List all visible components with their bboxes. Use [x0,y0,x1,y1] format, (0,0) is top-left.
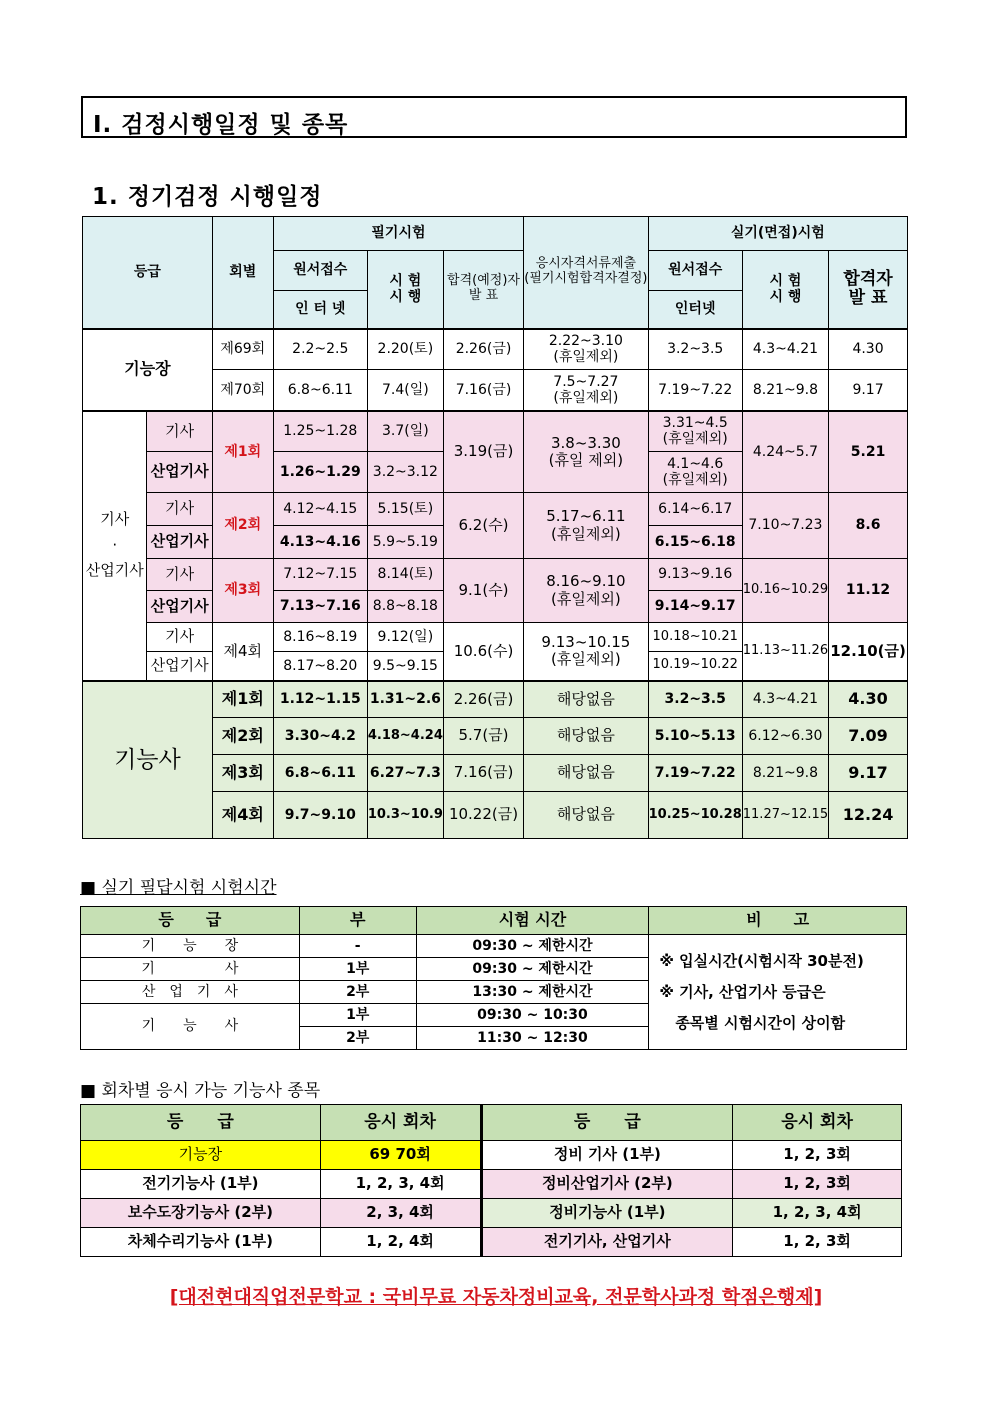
rounds-cell: 1, 2, 3회 [733,1141,902,1170]
header-p-pass: 합격자 발 표 [829,251,908,329]
notes-cell [649,935,907,1050]
header-grade: 등 급 [81,1105,321,1141]
p-apply-cell: 6.15~6.18 [648,526,742,559]
grade-cell: 전기기능사 (1부) [81,1170,321,1199]
docs-cell: 2.22~3.10 (휴일제외) [524,329,648,370]
p-pass-cell: 12.24 [829,792,908,839]
apply-cell: 3.30~4.2 [273,718,367,755]
apply-cell: 9.7~9.10 [273,792,367,839]
p-exam-cell: 7.10~7.23 [742,493,828,559]
grade-sanup: 산업기사 [147,452,212,493]
time-cell: 11:30 ~ 12:30 [416,1027,649,1050]
exam-cell: 9.12(일) [367,623,443,652]
exam-cell: 7.4(일) [367,370,443,411]
p-pass-cell: 11.12 [829,559,908,623]
note-line: ※ 기사, 산업기사 등급은 [659,982,826,1001]
time-cell: 09:30 ~ 제한시간 [416,935,649,958]
docs-cell: 9.13~10.15 (휴일제외) [524,623,648,681]
p-apply-cell: 9.13~9.16 [648,559,742,591]
exam-cell: 3.7(일) [367,411,443,452]
apply-cell: 1.25~1.28 [273,411,367,452]
grade-cell: 기 능 장 [81,935,300,958]
header-docs: 응시자격서류제출 (필기시험합격자결정) [524,217,648,329]
header-grade: 등급 [83,217,213,329]
pass-cell: 2.26(금) [443,681,523,718]
p-apply-cell: 10.19~10.22 [648,652,742,681]
header-p-apply: 원서접수 [648,251,742,291]
pass-cell: 9.1(수) [443,559,523,623]
grade-gisa: 기사 [147,411,212,452]
p-apply-cell: 10.18~10.21 [648,623,742,652]
header-part: 부 [299,907,416,935]
time-cell: 09:30 ~ 10:30 [416,1004,649,1027]
grade-cell: 산 업 기 사 [81,981,300,1004]
schedule-subtitle: 1. 정기검정 시행일정 [92,184,323,210]
apply-cell: 8.16~8.19 [273,623,367,652]
note-line: 종목별 시험시간이 상이함 [675,1013,846,1032]
round-1: 제1회 [212,411,273,493]
header-pass-pre: 합격(예정)자 발 표 [443,251,523,329]
p-pass-cell: 7.09 [829,718,908,755]
p-exam-cell: 11.13~11.26 [742,623,828,681]
p-exam-cell: 4.24~5.7 [742,411,828,493]
exam-cell: 10.3~10.9 [367,792,443,839]
p-pass-cell: 5.21 [829,411,908,493]
docs-cell: 해당없음 [524,792,648,839]
pass-cell: 10.22(금) [443,792,523,839]
apply-cell: 8.17~8.20 [273,652,367,681]
exam-cell: 1.31~2.6 [367,681,443,718]
header-rounds: 응시 회차 [320,1105,481,1141]
round-cell: 제69회 [212,329,273,370]
grade-cell: 기 사 [81,958,300,981]
pass-cell: 7.16(금) [443,755,523,792]
part-cell: 1부 [299,958,416,981]
grade-cell: 전기기사, 산업기사 [481,1228,733,1257]
round-cell: 제2회 [212,718,273,755]
p-pass-cell: 9.17 [829,370,908,411]
part-cell: 2부 [299,1027,416,1050]
p-apply-cell: 3.31~4.5 (휴일제외) [648,411,742,452]
p-apply-cell: 6.14~6.17 [648,493,742,526]
p-exam-cell: 4.3~4.21 [742,681,828,718]
part-cell: 2부 [299,981,416,1004]
header-grade: 등 급 [81,907,300,935]
p-pass-cell: 12.10(금) [829,623,908,681]
apply-cell: 2.2~2.5 [273,329,367,370]
note-line: ※ 입실시간(시험시작 30분전) [659,951,864,970]
docs-cell: 8.16~9.10 (휴일제외) [524,559,648,623]
p-exam-cell: 8.21~9.8 [742,370,828,411]
grade-cell: 기 능 사 [81,1004,300,1050]
round-cell: 제4회 [212,792,273,839]
exam-cell: 6.27~7.3 [367,755,443,792]
grade-sanup: 산업기사 [147,652,212,681]
p-exam-cell: 6.12~6.30 [742,718,828,755]
grade-gisa-sanup: 기사 · 산업기사 [83,411,147,681]
pass-cell: 10.6(수) [443,623,523,681]
exam-time-table [80,906,907,1050]
pass-cell: 6.2(수) [443,493,523,559]
docs-cell: 해당없음 [524,681,648,718]
part-cell: 1부 [299,1004,416,1027]
round-cell: 제70회 [212,370,273,411]
p-exam-cell: 10.16~10.29 [742,559,828,623]
grade-gisa: 기사 [147,493,212,526]
grade-gisa: 기사 [147,559,212,591]
pass-cell: 3.19(금) [443,411,523,493]
pass-cell: 5.7(금) [443,718,523,755]
apply-cell: 4.12~4.15 [273,493,367,526]
grade-cell: 보수도장기능사 (2부) [81,1199,321,1228]
exam-cell: 5.15(토) [367,493,443,526]
p-exam-cell: 8.21~9.8 [742,755,828,792]
docs-cell: 해당없음 [524,755,648,792]
rounds-cell: 69 70회 [320,1141,481,1170]
header-exam: 시 험 시 행 [367,251,443,329]
apply-cell: 4.13~4.16 [273,526,367,559]
exam-cell: 9.5~9.15 [367,652,443,681]
rounds-cell: 1, 2, 3회 [733,1228,902,1257]
round-3: 제3회 [212,559,273,623]
p-apply-cell: 9.14~9.17 [648,591,742,623]
section2-title: ■ 실기 필답시험 시험시간 [80,878,277,898]
p-exam-cell: 4.3~4.21 [742,329,828,370]
header-written: 필기시험 [273,217,523,251]
apply-cell: 7.12~7.15 [273,559,367,591]
header-practical: 실기(면접)시험 [648,217,907,251]
grade-cell: 기능장 [81,1141,321,1170]
section-title: Ⅰ. 검정시행일정 및 종목 [81,96,907,138]
rounds-cell: 1, 2, 3, 4회 [320,1170,481,1199]
grade-sanup: 산업기사 [147,526,212,559]
exam-cell: 2.20(토) [367,329,443,370]
part-cell: - [299,935,416,958]
grade-cell: 정비 기사 (1부) [481,1141,733,1170]
header-note: 비 고 [649,907,907,935]
docs-cell: 해당없음 [524,718,648,755]
header-time: 시험 시간 [416,907,649,935]
header-apply: 원서접수 [273,251,367,291]
apply-cell: 6.8~6.11 [273,370,367,411]
p-exam-cell: 11.27~12.15 [742,792,828,839]
docs-cell: 3.8~3.30 (휴일 제외) [524,411,648,493]
p-pass-cell: 4.30 [829,681,908,718]
footer-banner: [대전현대직업전문학교 : 국비무료 자동차정비교육, 전문학사과정 학점은행제] [169,1286,823,1308]
grade-gineungjang: 기능장 [83,329,213,411]
round-2: 제2회 [212,493,273,559]
p-apply-cell: 10.25~10.28 [648,792,742,839]
p-apply-cell: 7.19~7.22 [648,755,742,792]
rounds-cell: 2, 3, 4회 [320,1199,481,1228]
time-cell: 13:30 ~ 제한시간 [416,981,649,1004]
exam-cell: 8.8~8.18 [367,591,443,623]
p-apply-cell: 3.2~3.5 [648,329,742,370]
p-apply-cell: 7.19~7.22 [648,370,742,411]
p-apply-cell: 5.10~5.13 [648,718,742,755]
pass-cell: 7.16(금) [443,370,523,411]
rounds-cell: 1, 2, 4회 [320,1228,481,1257]
header-round: 회별 [212,217,273,329]
apply-cell: 1.26~1.29 [273,452,367,493]
header-rounds: 응시 회차 [733,1105,902,1141]
header-p-internet: 인터넷 [648,291,742,329]
p-pass-cell: 4.30 [829,329,908,370]
apply-cell: 7.13~7.16 [273,591,367,623]
apply-cell: 6.8~6.11 [273,755,367,792]
round-cell: 제1회 [212,681,273,718]
schedule-table [82,216,908,839]
p-pass-cell: 8.6 [829,493,908,559]
grade-cell: 정비기능사 (1부) [481,1199,733,1228]
grade-sanup: 산업기사 [147,591,212,623]
grade-gisa: 기사 [147,623,212,652]
exam-cell: 4.18~4.24 [367,718,443,755]
exam-cell: 3.2~3.12 [367,452,443,493]
time-cell: 09:30 ~ 제한시간 [416,958,649,981]
p-pass-cell: 9.17 [829,755,908,792]
docs-cell: 7.5~7.27 (휴일제외) [524,370,648,411]
grade-gineungsa: 기능사 [83,681,213,839]
p-apply-cell: 3.2~3.5 [648,681,742,718]
rounds-cell: 1, 2, 3회 [733,1170,902,1199]
p-apply-cell: 4.1~4.6 (휴일제외) [648,452,742,493]
section3-title: ■ 회차별 응시 가능 기능사 종목 [80,1081,321,1101]
round-4: 제4회 [212,623,273,681]
round-cell: 제3회 [212,755,273,792]
docs-cell: 5.17~6.11 (휴일제외) [524,493,648,559]
exam-cell: 8.14(토) [367,559,443,591]
rounds-cell: 1, 2, 3, 4회 [733,1199,902,1228]
grade-cell: 차체수리기능사 (1부) [81,1228,321,1257]
pass-cell: 2.26(금) [443,329,523,370]
exam-cell: 5.9~5.19 [367,526,443,559]
header-p-exam: 시 험 시 행 [742,251,828,329]
grade-cell: 정비산업기사 (2부) [481,1170,733,1199]
eligible-rounds-table [80,1104,902,1257]
header-internet: 인 터 넷 [273,291,367,329]
header-grade: 등 급 [481,1105,733,1141]
apply-cell: 1.12~1.15 [273,681,367,718]
